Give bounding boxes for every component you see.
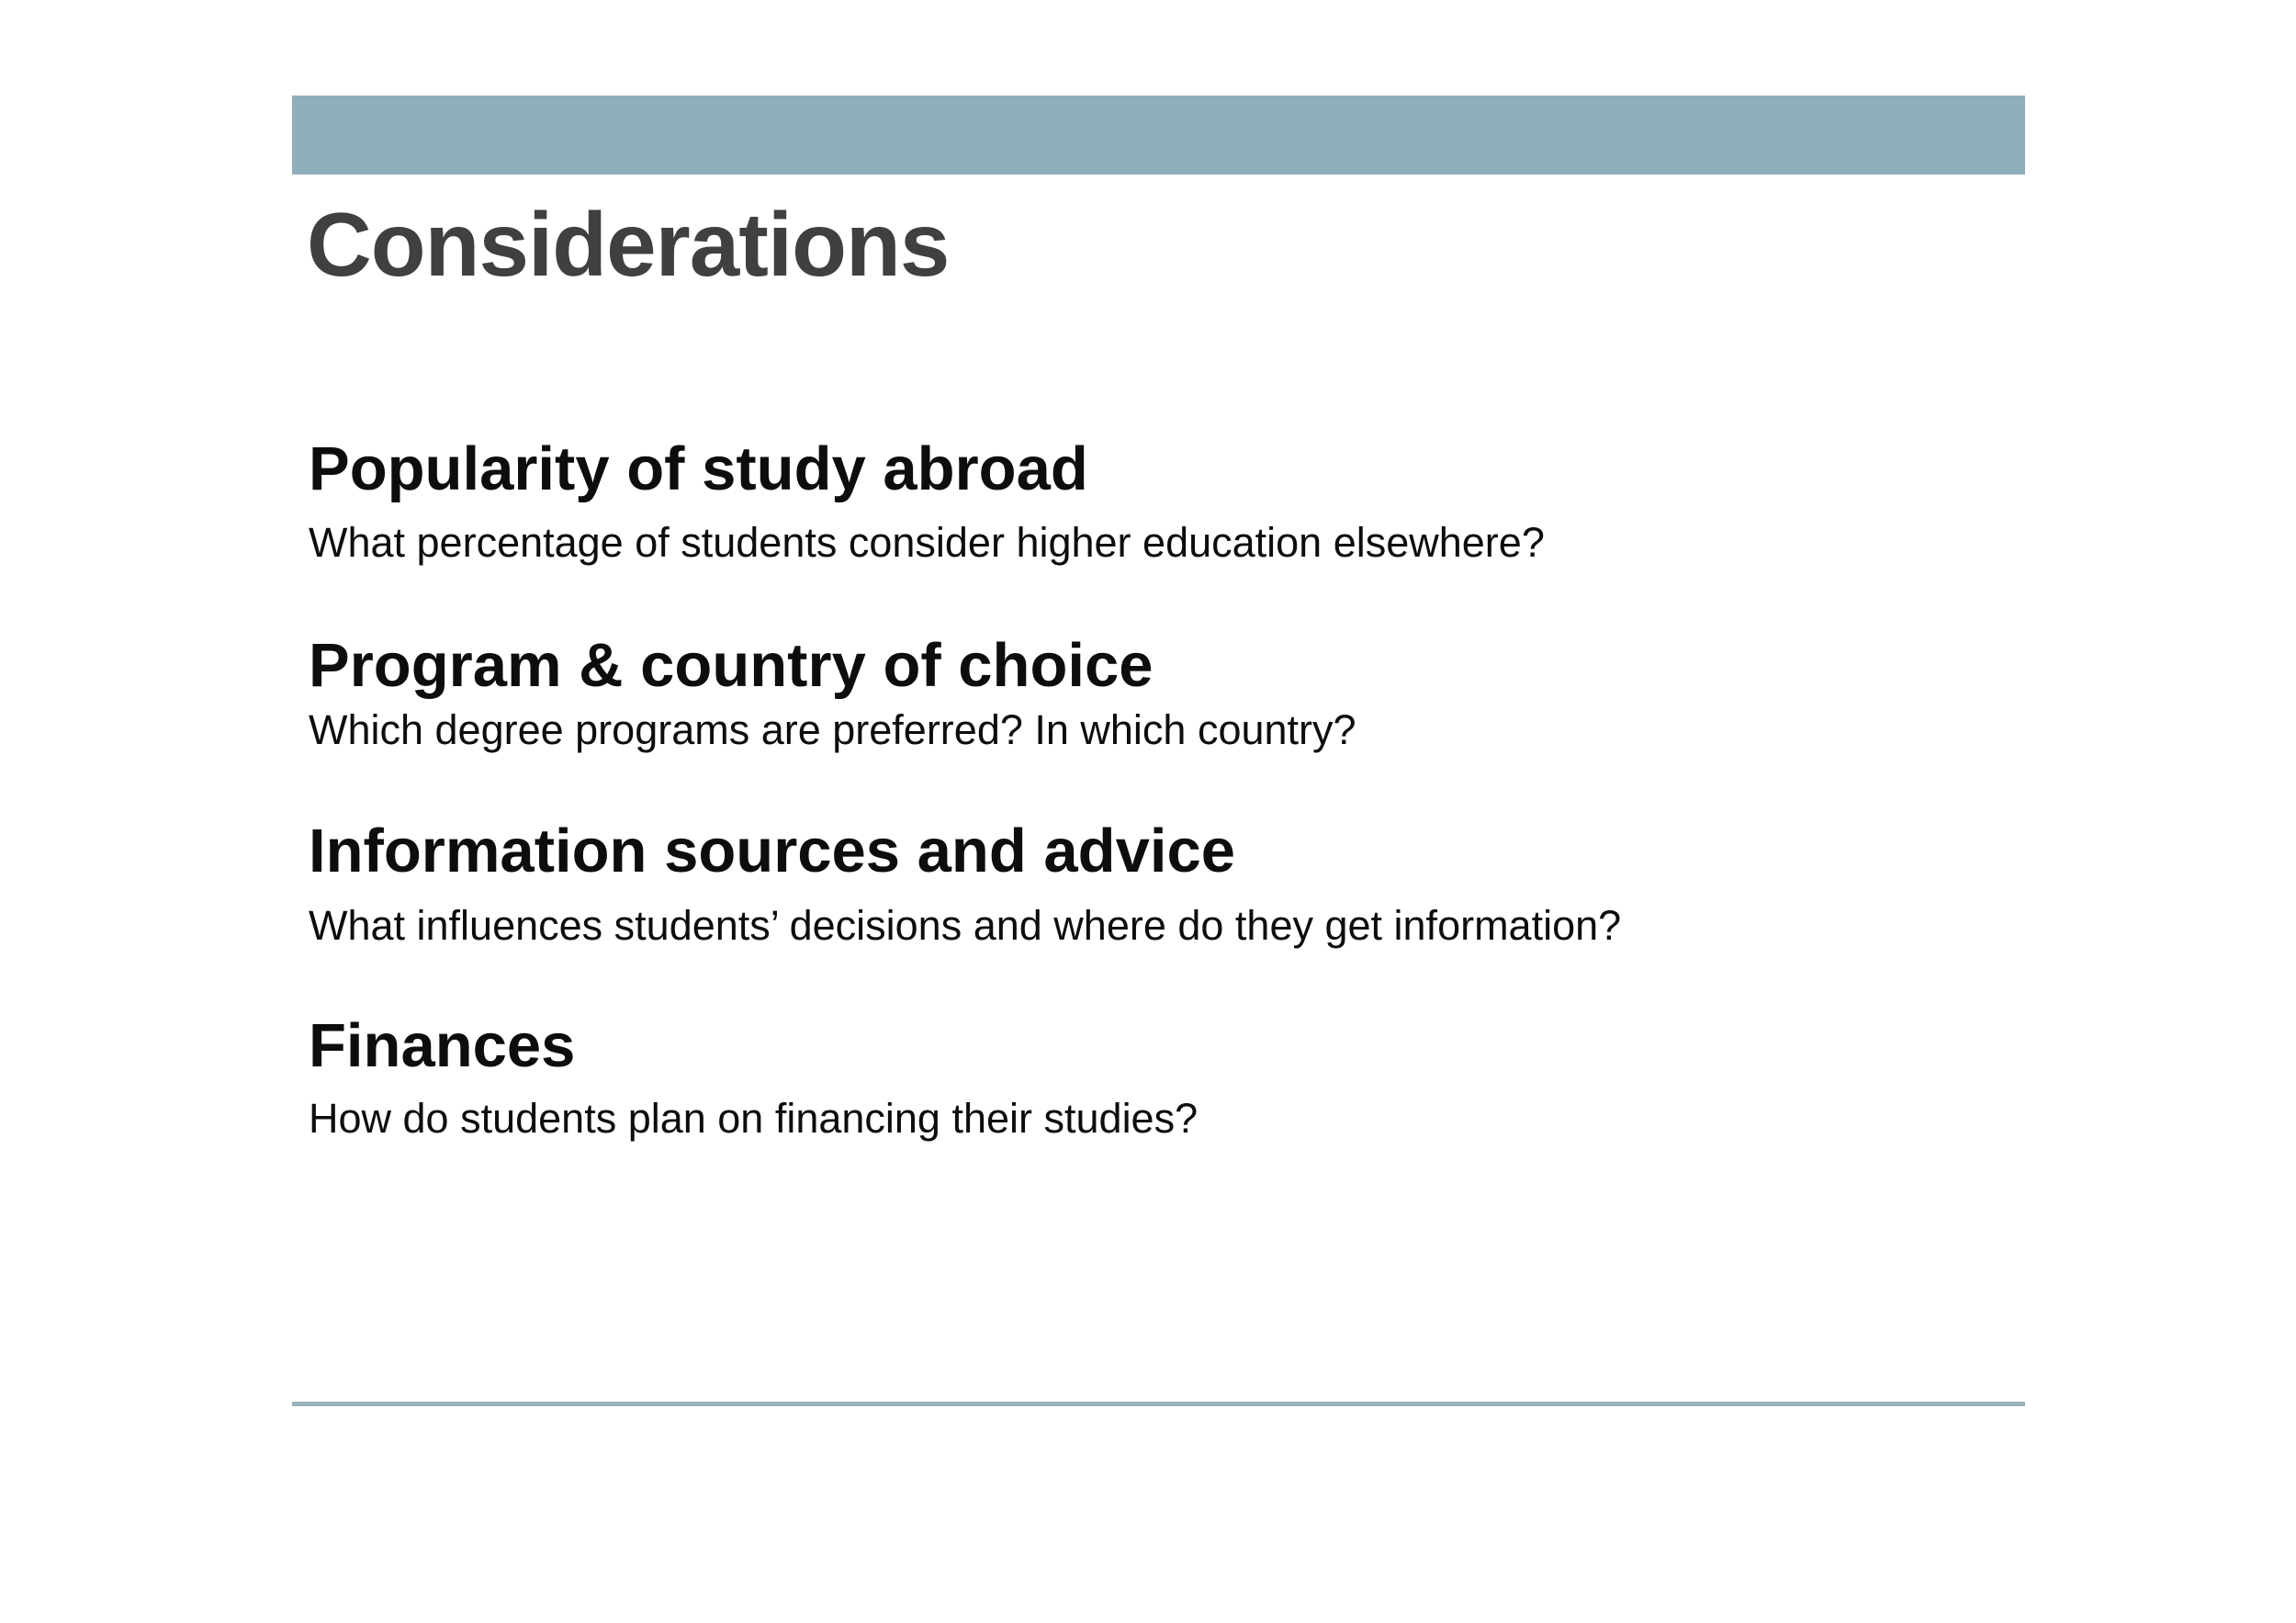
section-heading-information: Information sources and advice bbox=[309, 817, 1235, 885]
slide-title: Considerations bbox=[307, 194, 950, 295]
header-accent-bar bbox=[292, 96, 2025, 175]
section-heading-popularity: Popularity of study abroad bbox=[309, 434, 1088, 503]
section-heading-program: Program & country of choice bbox=[309, 631, 1154, 700]
section-heading-finances: Finances bbox=[309, 1011, 576, 1080]
section-description-program: Which degree programs are preferred? In which country? bbox=[309, 706, 1356, 753]
section-description-popularity: What percentage of students consider higher education elsewhere? bbox=[309, 519, 1545, 566]
footer-divider bbox=[292, 1402, 2025, 1406]
section-description-information: What influences students’ decisions and where do they get information? bbox=[309, 902, 1622, 949]
section-description-finances: How do students plan on financing their studies? bbox=[309, 1095, 1199, 1142]
